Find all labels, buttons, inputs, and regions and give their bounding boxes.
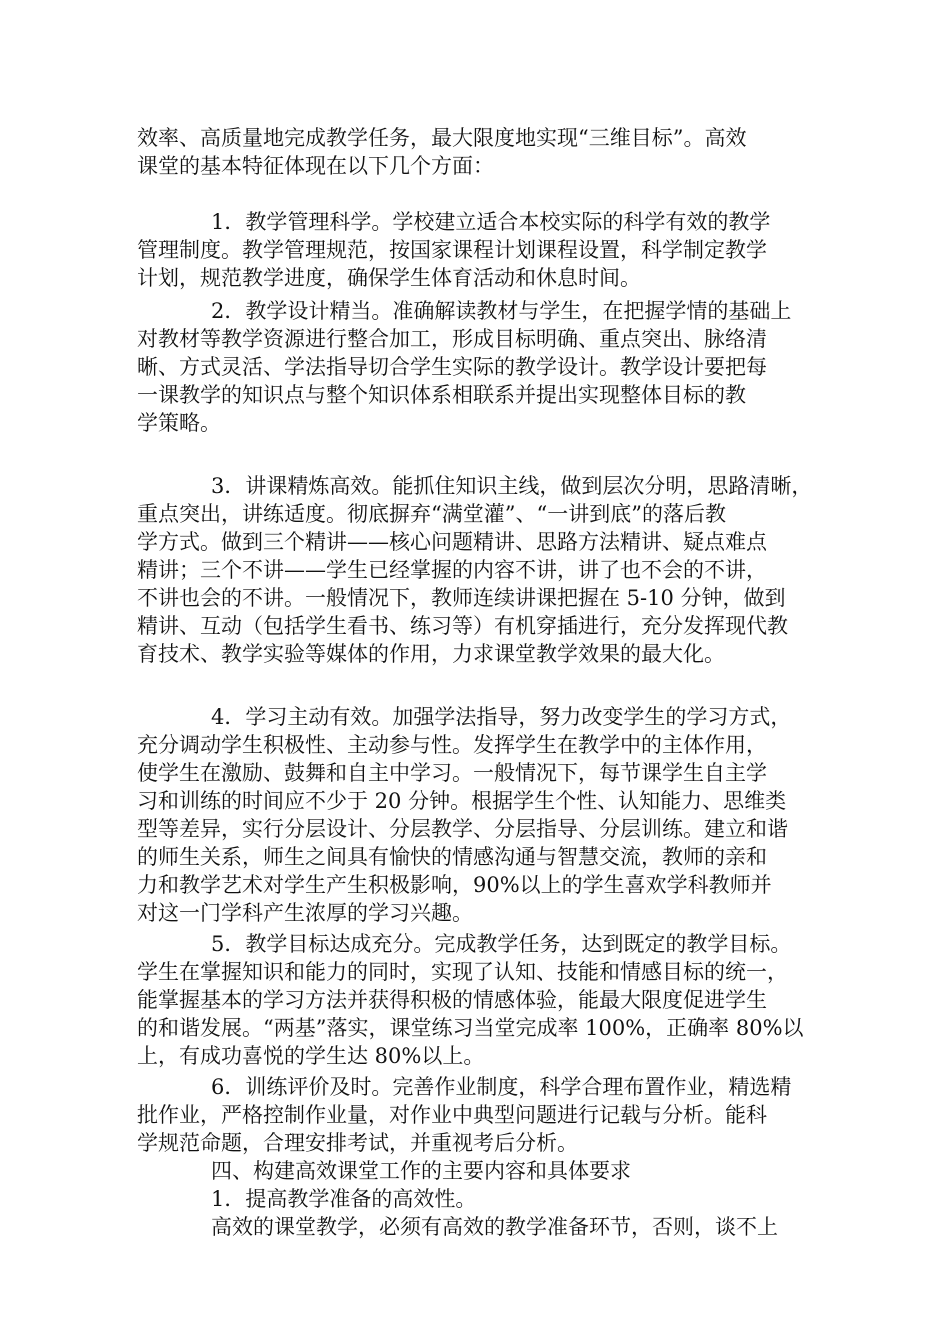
text-line: 充分调动学生积极性、主动参与性。发挥学生在教学中的主体作用， [137, 733, 767, 757]
text-line: 学方式。做到三个精讲——核心问题精讲、思路方法精讲、疑点难点 [137, 530, 767, 554]
text-line: 学规范命题，合理安排考试，并重视考后分析。 [137, 1131, 578, 1155]
text-line: 上，有成功喜悦的学生达 80%以上。 [137, 1044, 485, 1068]
text-line: 育技术、教学实验等媒体的作用，力求课堂教学效果的最大化。 [137, 642, 725, 666]
text-line: 学生在掌握知识和能力的同时，实现了认知、技能和情感目标的统一， [137, 960, 788, 984]
subsection-heading: 1．提高教学准备的高效性。 [211, 1187, 477, 1211]
section-heading: 四、构建高效课堂工作的主要内容和具体要求 [211, 1159, 631, 1183]
text-line: 型等差异，实行分层设计、分层教学、分层指导、分层训练。建立和谐 [137, 817, 788, 841]
text-line: 的师生关系，师生之间具有愉快的情感沟通与智慧交流，教师的亲和 [137, 845, 767, 869]
text-line: 批作业，严格控制作业量，对作业中典型问题进行记载与分析。能科 [137, 1103, 767, 1127]
text-line: 6．训练评价及时。完善作业制度，科学合理布置作业，精选精 [211, 1075, 792, 1099]
text-line: 管理制度。教学管理规范，按国家课程计划课程设置，科学制定教学 [137, 238, 767, 262]
text-line: 效率、高质量地完成教学任务，最大限度地实现“三维目标”。高效 [137, 126, 747, 150]
text-line: 课堂的基本特征体现在以下几个方面： [137, 154, 494, 178]
text-line: 对这一门学科产生浓厚的学习兴趣。 [137, 901, 473, 925]
text-line: 精讲；三个不讲——学生已经掌握的内容不讲，讲了也不会的不讲， [137, 558, 767, 582]
text-line: 4．学习主动有效。加强学法指导，努力改变学生的学习方式， [211, 705, 792, 729]
text-line: 力和教学艺术对学生产生积极影响，90%以上的学生喜欢学科教师并 [137, 873, 772, 897]
text-line: 重点突出，讲练适度。彻底摒弃“满堂灌”、“一讲到底”的落后教 [137, 502, 726, 526]
text-line: 不讲也会的不讲。一般情况下，教师连续讲课把握在 5-10 分钟，做到 [137, 586, 786, 610]
text-line: 3．讲课精炼高效。能抓住知识主线，做到层次分明，思路清晰， [211, 474, 813, 498]
text-line: 习和训练的时间应不少于 20 分钟。根据学生个性、认知能力、思维类 [137, 789, 787, 813]
text-line: 2．教学设计精当。准确解读教材与学生，在把握学情的基础上 [211, 299, 792, 323]
text-line: 能掌握基本的学习方法并获得积极的情感体验，能最大限度促进学生 [137, 988, 767, 1012]
text-line: 高效的课堂教学，必须有高效的教学准备环节，否则，谈不上 [211, 1215, 778, 1239]
text-line: 1．教学管理科学。学校建立适合本校实际的科学有效的教学 [211, 210, 771, 234]
text-line: 晰、方式灵活、学法指导切合学生实际的教学设计。教学设计要把每 [137, 355, 767, 379]
text-line: 一课教学的知识点与整个知识体系相联系并提出实现整体目标的教 [137, 383, 746, 407]
text-line: 学策略。 [137, 411, 221, 435]
text-line: 使学生在激励、鼓舞和自主中学习。一般情况下，每节课学生自主学 [137, 761, 767, 785]
text-line: 的和谐发展。“两基”落实，课堂练习当堂完成率 100%，正确率 80%以 [137, 1016, 804, 1040]
text-line: 计划，规范教学进度，确保学生体育活动和休息时间。 [137, 266, 641, 290]
text-line: 5．教学目标达成充分。完成教学任务，达到既定的教学目标。 [211, 932, 792, 956]
text-line: 对教材等教学资源进行整合加工，形成目标明确、重点突出、脉络清 [137, 327, 767, 351]
text-line: 精讲、互动（包括学生看书、练习等）有机穿插进行，充分发挥现代教 [137, 614, 788, 638]
